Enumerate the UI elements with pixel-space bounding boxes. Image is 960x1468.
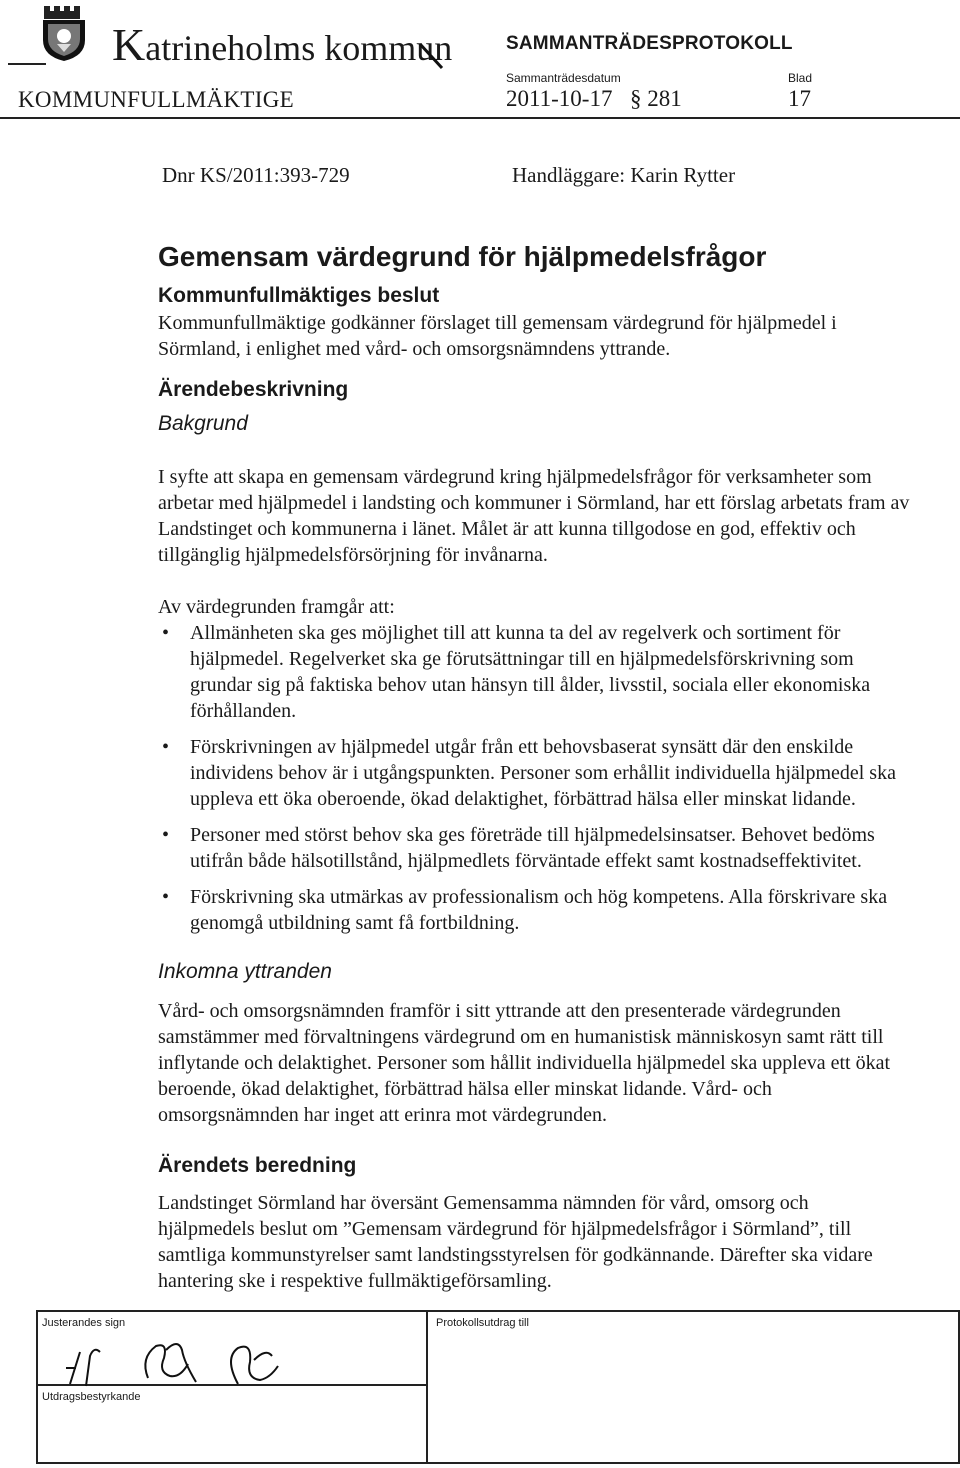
org-initial: K bbox=[112, 19, 146, 70]
org-name-rest: atrineholms kommun bbox=[145, 28, 453, 68]
list-item: • Personer med störst behov ska ges företräde till hjälpmedelsinsatser. Behovet bedöms utifrån både hälsotillstånd, hjälpmedlets förväntade effekt samt kostnadseffektivitet. bbox=[158, 822, 910, 874]
case-description-heading: Ärendebeskrivning bbox=[158, 378, 349, 401]
case-number: Dnr KS/2011:393-729 bbox=[162, 163, 350, 187]
logo-slash-mark bbox=[418, 42, 444, 70]
header-rule bbox=[0, 117, 960, 119]
adjuster-sign-label: Justerandes sign bbox=[42, 1317, 126, 1329]
body-name: KOMMUNFULLMÄKTIGE bbox=[18, 87, 294, 112]
extract-certification-label: Utdragsbestyrkande bbox=[42, 1391, 141, 1403]
coat-of-arms-icon bbox=[40, 6, 88, 62]
list-item: • Allmänheten ska ges möjlighet till att kunna ta del av regelverk och sortiment för hjälpmedel. Regelverket ska ge förutsättningar till en hjälpmedelsförskrivning som grundar sig på faktiska behov utan hänsyn till ålder, livsstil, sociala eller ekonomiska förhållanden. bbox=[158, 620, 910, 724]
preparation-text: Landstinget Sörmland har översänt Gemensamma nämnden för vård, omsorg och hjälpmedels beslut om ”Gemensam värdegrund för hjälpmedelsfrågor i Sörmland”, till samtliga kommunstyrelser samt landstingsstyrelsen för godkännande. Därefter ska vidare hantering ske i respektive fullmäktigeförsamling. bbox=[158, 1192, 873, 1292]
document-title: Gemensam värdegrund för hjälpmedelsfrågor bbox=[158, 241, 767, 272]
paragraph-number: § 281 bbox=[630, 86, 682, 111]
values-list bbox=[158, 620, 910, 936]
meeting-date: 2011-10-17 bbox=[506, 86, 613, 111]
distribution-box bbox=[426, 1310, 960, 1464]
organization-name bbox=[112, 19, 453, 70]
date-label: Sammanträdesdatum bbox=[506, 71, 621, 85]
decision-heading: Kommunfullmäktiges beslut bbox=[158, 284, 440, 307]
minutes-extract-label: Protokollsutdrag till bbox=[436, 1317, 529, 1329]
preparation-heading: Ärendets beredning bbox=[158, 1154, 357, 1177]
list-item: • Förskrivning ska utmärkas av professionalism och hög kompetens. Alla förskrivare ska genomgå utbildning samt få fortbildning. bbox=[158, 884, 910, 936]
header-rule-left bbox=[8, 63, 46, 65]
background-text: I syfte att skapa en gemensam värdegrund kring hjälpmedelsfrågor för verksamheter som arbetar med hjälpmedel i landsting och kommuner i Sörmland, har ett förslag arbetats fram av Landstinget och kommunerna i länet. Målet är att kunna tillgodose en god, effektiv och tillgänglig hjälpmedelsförsörjning för invånarna. bbox=[158, 466, 910, 566]
responses-text: Vård- och omsorgsnämnden framför i sitt yttrande att den presenterade värdegrunden samstämmer med förvaltningens värdegrund om en humanistisk människosyn samt rätt till inflytande och delaktighet. Personer som hållit individuella hjälpmedel ska uppleva ett ökat beroende, ökad delaktighet, förbättrad hälsa eller minskat lidande. Vård- och omsorgsnämnden har inget att erinra mot värdegrunden. bbox=[158, 1000, 891, 1126]
page-number: 17 bbox=[788, 86, 811, 111]
decision-text: Kommunfullmäktige godkänner förslaget till gemensam värdegrund för hjälpmedel i Sörmland, i enlighet med vård- och omsorgsnämndens yttrande. bbox=[158, 312, 837, 360]
values-intro: Av värdegrunden framgår att: bbox=[158, 596, 395, 618]
document-type: SAMMANTRÄDESPROTOKOLL bbox=[506, 33, 793, 54]
list-item: • Förskrivningen av hjälpmedel utgår från ett behovsbaserat synsätt där den enskilde individens behov är i utgångspunkten. Personer som erhållit individuella hjälpmedel ska uppleva ett öka oberoende, ökad delaktighet, förbättrad hälsa eller minskat lidande. bbox=[158, 734, 910, 812]
document-body bbox=[158, 240, 910, 1294]
page-label: Blad bbox=[788, 71, 813, 85]
responses-heading: Inkomna yttranden bbox=[158, 960, 332, 983]
case-officer: Handläggare: Karin Rytter bbox=[512, 163, 736, 187]
handwritten-signature bbox=[56, 1328, 296, 1392]
background-heading: Bakgrund bbox=[158, 412, 248, 435]
